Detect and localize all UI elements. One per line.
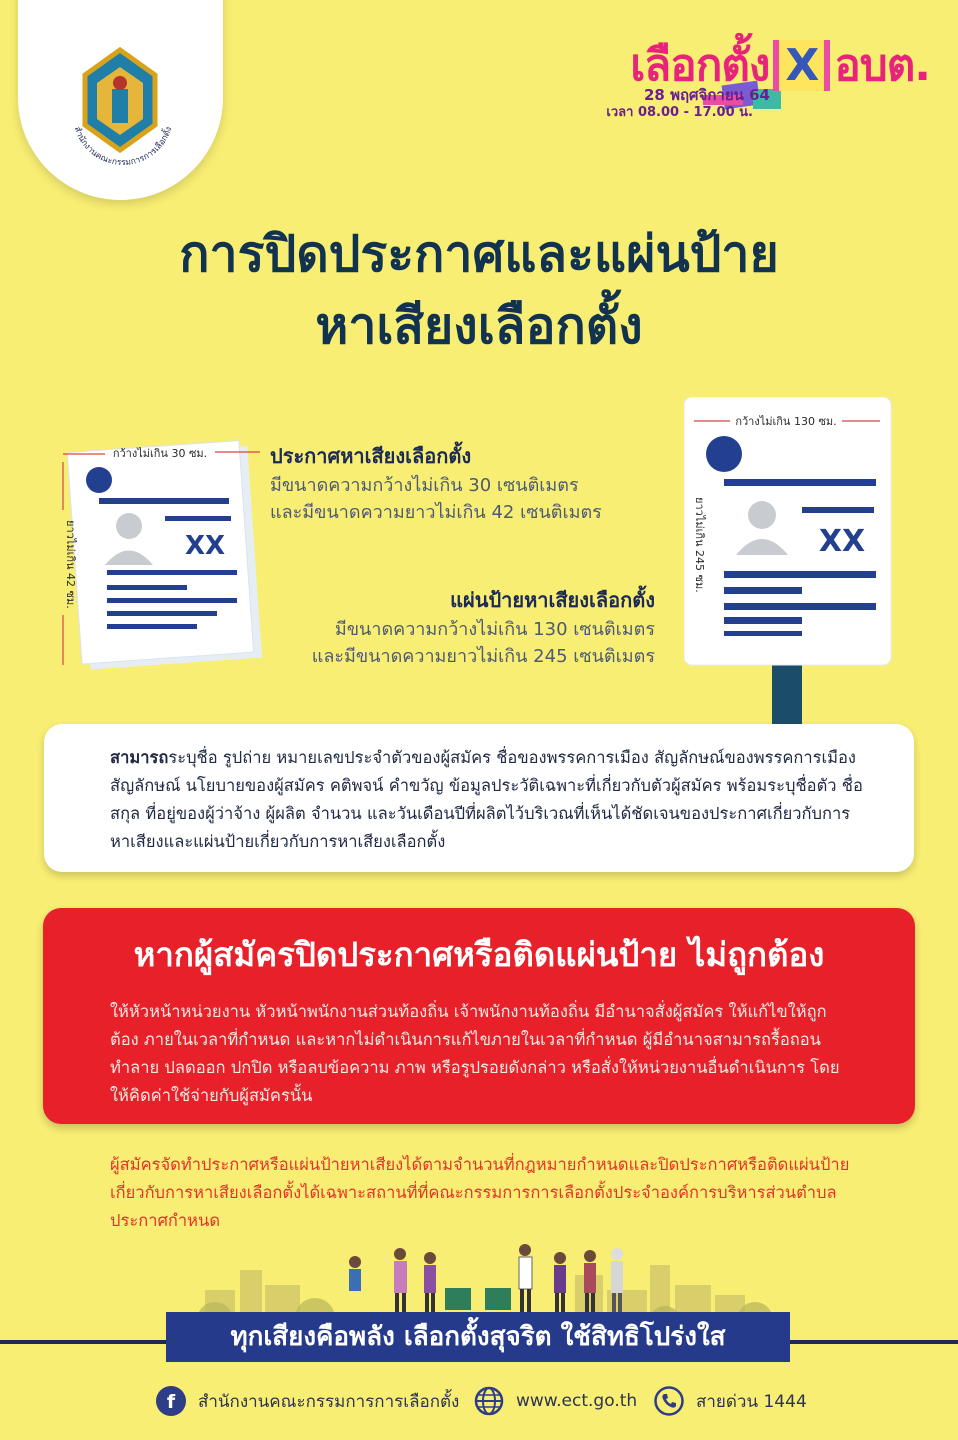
brand-title-before: เลือกตั้ง bbox=[630, 40, 770, 91]
logo-caption: สำนักงานคณะกรรมการการเลือกตั้ง bbox=[71, 125, 175, 168]
sign-illustration bbox=[684, 397, 894, 727]
election-date: 28 พฤศจิกายน 64 bbox=[643, 86, 770, 104]
flyer-illustration bbox=[55, 440, 270, 675]
facebook-icon bbox=[156, 1386, 186, 1416]
page-title-line1: การปิดประกาศและแผ่นป้าย bbox=[179, 225, 779, 283]
sign-xx-mark: XX bbox=[818, 524, 866, 559]
website-label: www.ect.go.th bbox=[516, 1391, 638, 1411]
footer-facebook[interactable] bbox=[156, 1385, 459, 1417]
warning-text: ให้หัวหน้าหน่วยงาน หัวหน้าพนักงานส่วนท้องถิ่น เจ้าพนักงานท้องถิ่น มีอำนาจสั่งผู้สมัคร ให้แก้ไขให้ถูกต้อง ภายในเวลาที่กำหนด และหากไม่ดำเนินการแก้ไขภายในเวลาที่กำหนด ผู้มีอำนาจสามารถรื้อถอน ทำลาย ปลดออก ปกปิด หรือลบข้อความ ภาพ หรือรูปรอยดังกล่าว หรือสั่งให้หน่วยงานอื่นดำเนินการ โดยให้คิดค่าใช้จ่ายกับผู้สมัครนั้น bbox=[110, 1002, 840, 1105]
ect-logo bbox=[55, 45, 185, 175]
slogan-banner: ทุกเสียงคือพลัง เลือกตั้งสุจริต ใช้สิทธิโปร่งใส bbox=[166, 1312, 790, 1362]
flyer-heading: ประกาศหาเสียงเลือกตั้ง bbox=[270, 444, 472, 468]
warning-title: หากผู้สมัครปิดประกาศหรือติดแผ่นป้าย ไม่ถูกต้อง bbox=[133, 935, 825, 974]
sign-width-text: มีขนาดความกว้างไม่เกิน 130 เซนติเมตร bbox=[334, 619, 655, 640]
info-text bbox=[110, 744, 870, 856]
svg-text:f: f bbox=[166, 1391, 176, 1413]
hotline-label: สายด่วน 1444 bbox=[696, 1391, 807, 1412]
sign-width-label: กว้างไม่เกิน 130 ซม. bbox=[735, 415, 837, 428]
footer-hotline[interactable] bbox=[654, 1385, 807, 1417]
flyer-height-text: และมีขนาดความยาวไม่เกิน 42 เซนติเมตร bbox=[270, 502, 602, 523]
flyer-description bbox=[270, 440, 602, 526]
globe-icon bbox=[474, 1386, 504, 1416]
sign-heading: แผ่นป้ายหาเสียงเลือกตั้ง bbox=[450, 588, 655, 612]
page-title-line2: หาเสียงเลือกตั้ง bbox=[315, 297, 643, 355]
page-title bbox=[0, 218, 958, 362]
footer-website[interactable] bbox=[474, 1385, 637, 1417]
facebook-label: สำนักงานคณะกรรมการการเลือกตั้ง bbox=[198, 1391, 460, 1412]
sign-height-text: และมีขนาดความยาวไม่เกิน 245 เซนติเมตร bbox=[311, 646, 655, 667]
flyer-xx-mark: XX bbox=[184, 531, 226, 561]
brand-x-mark: X bbox=[773, 40, 830, 91]
flyer-height-label: ยาวไม่เกิน 42 ซม. bbox=[64, 520, 77, 609]
note-text: ผู้สมัครจัดทำประกาศหรือแผ่นป้ายหาเสียงได้ตามจำนวนที่กฎหมายกำหนดและปิดประกาศหรือติดแผ่นป้ายเกี่ยวกับการหาเสียงเลือกตั้งได้เฉพาะสถานที่ที่คณะกรรมการการเลือกตั้งประจำองค์การบริหารส่วนตำบลประกาศกำหนด bbox=[110, 1155, 850, 1230]
phone-icon bbox=[654, 1386, 684, 1416]
sign-description bbox=[312, 584, 655, 670]
info-body: ระบุชื่อ รูปถ่าย หมายเลขประจำตัวของผู้สมัคร ชื่อของพรรคการเมือง สัญลักษณ์ของพรรคการเมือง สัญลักษณ์ นโยบายของผู้สมัคร คติพจน์ คำขวัญ ข้อมูลประวัติเฉพาะที่เกี่ยวกับตัวผู้สมัคร พร้อมระบุชื่อตัว ชื่อสกุล ที่อยู่ของผู้ว่าจ้าง ผู้ผลิต จำนวน และวันเดือนปีที่ผลิตไว้บริเวณที่เห็นได้ชัดเจนของประกาศเกี่ยวกับการหาเสียงและแผ่นป้ายเกี่ยวกับการหาเสียงเลือกตั้ง bbox=[110, 748, 863, 851]
flyer-width-label: กว้างไม่เกิน 30 ซม. bbox=[112, 447, 208, 460]
info-lead: สามารถ bbox=[110, 748, 169, 767]
flyer-width-text: มีขนาดความกว้างไม่เกิน 30 เซนติเมตร bbox=[270, 475, 579, 496]
brand-title-after: อบต. bbox=[834, 40, 930, 91]
election-time: เวลา 08.00 - 17.00 น. bbox=[606, 105, 753, 120]
sign-height-label: ยาวไม่เกิน 245 ซม. bbox=[693, 497, 706, 593]
